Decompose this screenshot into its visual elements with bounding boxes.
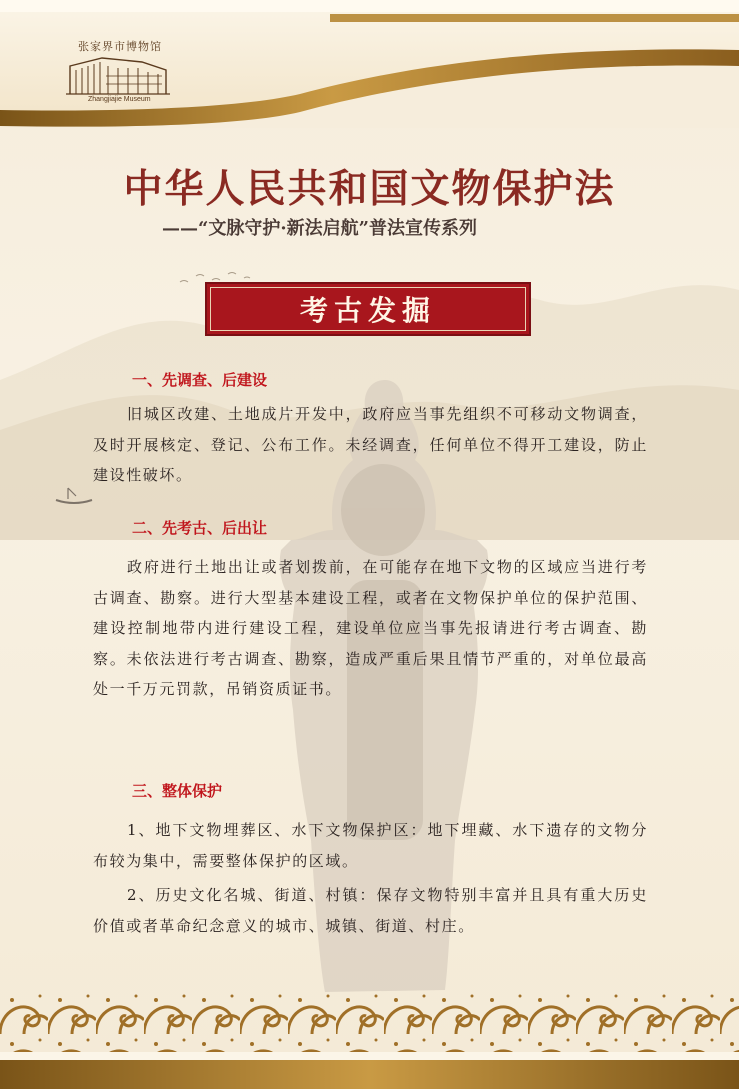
section-1-paragraph: 旧城区改建、土地成片开发中，政府应当事先组织不可移动文物调查，及时开展核定、登记、公布工作。未经调查，任何单位不得开工建设，防止建设性破坏。 <box>93 405 648 484</box>
museum-name-en: Zhangjiajie Museum <box>88 96 151 103</box>
page-subtitle: ——“文脉守护·新法启航”普法宣传系列 <box>162 218 477 239</box>
section-heading-3: 三、整体保护 <box>132 783 223 800</box>
page-title: 中华人民共和国文物保护法 <box>123 166 616 212</box>
section-heading-1: 一、先调查、后建设 <box>132 372 268 389</box>
museum-logo <box>58 38 188 110</box>
museum-building-icon <box>62 52 174 96</box>
section-heading-2: 二、先考古、后出让 <box>132 520 268 537</box>
section-2-paragraph: 政府进行土地出让或者划拨前，在可能存在地下文物的区域应当进行考古调查、勘察。进行大型基本建设工程，或者在文物保护单位的保护范围、建设控制地带内进行建设工程，建设单位应当事先报请进行考古调查、勘察。未依法进行考古调查、勘察，造成严重后果且情节严重的，对单位最高处一千万元罚款，吊销资质证书。 <box>93 558 648 698</box>
topic-badge-label: 考古发掘 <box>299 294 436 327</box>
museum-name-cn: 张家界市博物馆 <box>78 40 162 53</box>
boat-icon <box>52 482 96 506</box>
topic-badge <box>205 282 531 336</box>
section-3-paragraph-1: 1、地下文物埋葬区、水下文物保护区：地下埋藏、水下遗存的文物分布较为集中，需要整体保护的区域。 <box>93 821 648 870</box>
section-3-paragraph-2: 2、历史文化名城、街道、村镇：保存文物特别丰富并且具有重大历史价值或者革命纪念意义的城市、城镇、街道、村庄。 <box>93 886 648 935</box>
bottom-wave-border <box>0 990 739 1089</box>
